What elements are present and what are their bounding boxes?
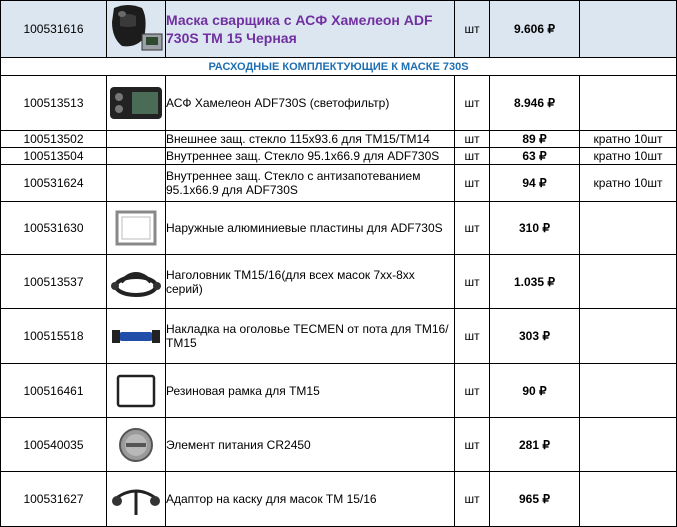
product-header-row[interactable] <box>1 1 677 58</box>
row-price: 281 ₽ <box>490 418 580 472</box>
filter-icon <box>107 76 166 131</box>
helmet-adapter-icon <box>107 472 166 527</box>
row-code: 100513504 <box>1 148 107 165</box>
row-name: Элемент питания CR2450 <box>166 418 455 472</box>
section-title: РАСХОДНЫЕ КОМПЛЕКТУЮЩИЕ К МАСКЕ 730S <box>1 58 677 76</box>
row-code: 100513537 <box>1 255 107 309</box>
row-note <box>580 202 677 255</box>
row-code: 100516461 <box>1 364 107 418</box>
battery-icon <box>107 418 166 472</box>
table-row[interactable] <box>1 309 677 364</box>
row-name: Внешнее защ. стекло 115х93.6 для ТМ15/ТМ14 <box>166 131 455 148</box>
row-name: АСФ Хамелеон ADF730S (светофильтр) <box>166 76 455 131</box>
row-price: 94 ₽ <box>490 165 580 202</box>
row-note: кратно 10шт <box>580 165 677 202</box>
row-image <box>107 165 166 202</box>
row-note <box>580 255 677 309</box>
row-unit: шт <box>455 418 490 472</box>
note <box>580 1 677 58</box>
welding-mask-icon <box>107 1 166 58</box>
headgear-icon <box>107 255 166 309</box>
row-note <box>580 418 677 472</box>
row-name: Наголовник ТМ15/16(для всех масок 7хх-8хх серий) <box>166 255 455 309</box>
row-name: Накладка на оголовье TECMEN от пота для ТМ16/ТМ15 <box>166 309 455 364</box>
aluminum-plate-icon <box>107 202 166 255</box>
table-row[interactable] <box>1 418 677 472</box>
row-code: 100531627 <box>1 472 107 527</box>
row-note <box>580 364 677 418</box>
price: 9.606 ₽ <box>490 1 580 58</box>
row-image <box>107 148 166 165</box>
row-price: 8.946 ₽ <box>490 76 580 131</box>
row-price: 63 ₽ <box>490 148 580 165</box>
row-note <box>580 76 677 131</box>
row-unit: шт <box>455 364 490 418</box>
row-code: 100540035 <box>1 418 107 472</box>
table-row[interactable] <box>1 76 677 131</box>
rubber-frame-icon <box>107 364 166 418</box>
row-code: 100513502 <box>1 131 107 148</box>
row-unit: шт <box>455 131 490 148</box>
row-price: 965 ₽ <box>490 472 580 527</box>
row-unit: шт <box>455 255 490 309</box>
table-row[interactable] <box>1 131 677 148</box>
row-note <box>580 309 677 364</box>
row-unit: шт <box>455 165 490 202</box>
table-row[interactable] <box>1 364 677 418</box>
row-unit: шт <box>455 76 490 131</box>
table-row[interactable] <box>1 255 677 309</box>
row-price: 89 ₽ <box>490 131 580 148</box>
row-unit: шт <box>455 148 490 165</box>
table-row[interactable] <box>1 472 677 527</box>
row-code: 100515518 <box>1 309 107 364</box>
unit: шт <box>455 1 490 58</box>
row-image <box>107 131 166 148</box>
row-price: 310 ₽ <box>490 202 580 255</box>
table-row[interactable] <box>1 202 677 255</box>
row-name: Адаптор на каску для масок ТМ 15/16 <box>166 472 455 527</box>
row-note <box>580 472 677 527</box>
row-price: 1.035 ₽ <box>490 255 580 309</box>
row-name: Внутреннее защ. Стекло с антизапотеванием 95.1х66.9 для ADF730S <box>166 165 455 202</box>
row-code: 100531630 <box>1 202 107 255</box>
row-unit: шт <box>455 309 490 364</box>
product-title: Маска сварщика с АСФ Хамелеон ADF 730S TM 15 Черная <box>166 1 455 58</box>
row-price: 90 ₽ <box>490 364 580 418</box>
row-code: 100513513 <box>1 76 107 131</box>
sweatband-icon <box>107 309 166 364</box>
row-name: Внутреннее защ. Стекло 95.1х66.9 для ADF730S <box>166 148 455 165</box>
row-unit: шт <box>455 472 490 527</box>
row-note: кратно 10шт <box>580 131 677 148</box>
row-code: 100531624 <box>1 165 107 202</box>
section-row <box>1 58 677 76</box>
row-name: Наружные алюминиевые пластины для ADF730S <box>166 202 455 255</box>
table-row[interactable] <box>1 148 677 165</box>
row-price: 303 ₽ <box>490 309 580 364</box>
row-note: кратно 10шт <box>580 148 677 165</box>
table-row[interactable] <box>1 165 677 202</box>
row-unit: шт <box>455 202 490 255</box>
row-name: Резиновая рамка для ТМ15 <box>166 364 455 418</box>
product-code: 100531616 <box>1 1 107 58</box>
